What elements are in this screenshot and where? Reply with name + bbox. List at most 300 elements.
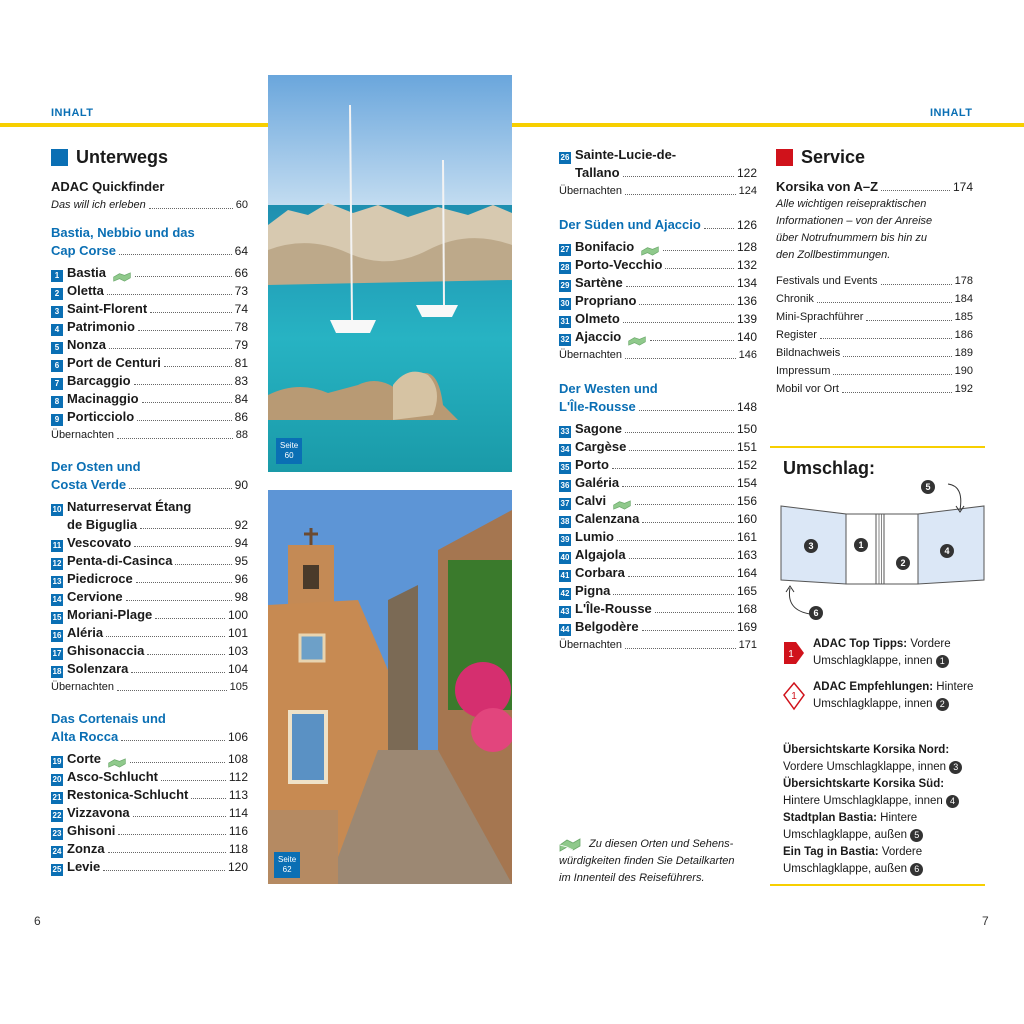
page-number: 164 xyxy=(736,566,757,580)
page-number: 139 xyxy=(736,312,757,326)
entry-label: Nonza xyxy=(67,337,106,352)
page-ref-number: 60 xyxy=(284,451,294,460)
leader-dots xyxy=(842,392,952,393)
toc-entry[interactable] xyxy=(51,822,248,840)
page-number: 118 xyxy=(228,842,248,856)
entry-label: Oletta xyxy=(67,283,104,298)
leader-dots xyxy=(617,540,734,541)
entry-number-badge: 24 xyxy=(52,847,62,856)
toc-service-column xyxy=(776,178,973,398)
entry-number-badge: 33 xyxy=(560,427,570,436)
page-number: 113 xyxy=(228,788,248,802)
leader-dots xyxy=(107,294,232,295)
page-ref-label: Seite xyxy=(280,441,299,450)
entry-label: Propriano xyxy=(575,293,637,308)
page-number: 154 xyxy=(736,476,757,490)
legend-empfehlungen xyxy=(782,679,987,713)
entry-label: Patrimonio xyxy=(67,319,135,334)
entry-label: Corbara xyxy=(575,565,625,580)
entry-label: Saint-Florent xyxy=(67,301,148,316)
page-number: 140 xyxy=(736,330,757,344)
toc-entry-sainte-lucie[interactable] xyxy=(559,146,757,182)
photo-sailboats xyxy=(268,75,512,472)
map-title-rest: Vordere xyxy=(878,846,923,858)
detail-map-icon xyxy=(112,272,132,282)
marker-badge: 2 xyxy=(936,698,949,711)
toc-entry[interactable] xyxy=(51,336,248,354)
entry-label: Port de Centuri xyxy=(67,355,161,370)
entry-label: Sainte-Lucie-de- xyxy=(575,147,677,162)
legend-text: Hintere xyxy=(933,681,974,693)
entry-number-badge: 25 xyxy=(52,865,62,874)
leader-dots xyxy=(149,208,233,209)
group-heading-line: Der Osten und xyxy=(51,459,141,474)
toc-entry[interactable] xyxy=(559,274,757,292)
umschlag-top-rule xyxy=(770,446,985,448)
entry-number-badge: 36 xyxy=(560,481,570,490)
toc-entry[interactable] xyxy=(559,310,757,328)
entry-number-badge: 41 xyxy=(560,571,570,580)
overview-maps-list xyxy=(783,742,988,878)
page-number: 168 xyxy=(736,602,757,616)
page-ref-badge-bottom xyxy=(274,852,300,878)
toc-entry[interactable] xyxy=(51,768,248,786)
leader-dots xyxy=(164,366,232,367)
entry-label: Belgodère xyxy=(575,619,639,634)
toc-entry[interactable] xyxy=(559,328,757,346)
entry-label: Porto-Vecchio xyxy=(575,257,663,272)
page-number: 114 xyxy=(228,806,248,820)
entry-label: Restonica-Schlucht xyxy=(67,787,189,802)
page-number: 83 xyxy=(234,374,248,388)
page-number: 106 xyxy=(227,730,248,744)
toc-entry[interactable] xyxy=(51,786,248,804)
entry-number-badge: 40 xyxy=(560,553,570,562)
entry-label: Porto xyxy=(575,457,609,472)
svg-text:1: 1 xyxy=(788,649,794,660)
entry-number-badge: 27 xyxy=(560,245,570,254)
page-number: 116 xyxy=(228,824,248,838)
entry-label: L'Île-Rousse xyxy=(575,601,652,616)
toc-list-westen xyxy=(559,420,757,636)
quickfinder-sub: Das will ich erleben xyxy=(51,199,146,211)
toc-entry-service[interactable] xyxy=(776,380,973,398)
entry-label: Vizzavona xyxy=(67,805,130,820)
umschlag-bottom-rule xyxy=(770,884,985,886)
entry-number-badge: 10 xyxy=(52,505,62,514)
group-heading-line: Der Westen und xyxy=(559,381,658,396)
group-heading-bastia[interactable] xyxy=(51,224,248,260)
toc-left-column xyxy=(51,178,248,876)
page-number: 79 xyxy=(234,338,248,352)
red-arrow-marker-icon xyxy=(782,638,806,668)
entry-label: Bastia xyxy=(67,265,107,280)
toc-list-osten xyxy=(51,534,248,678)
entry-label: Lumio xyxy=(575,529,614,544)
entry-number-badge: 7 xyxy=(51,378,63,390)
toc-entry[interactable] xyxy=(51,534,248,552)
leader-dots xyxy=(109,348,232,349)
toc-entry[interactable] xyxy=(559,474,757,492)
leader-dots xyxy=(134,546,231,547)
entry-label: Macinaggio xyxy=(67,391,139,406)
page-number: 73 xyxy=(234,284,248,298)
leader-dots xyxy=(134,384,232,385)
toc-entry[interactable] xyxy=(51,354,248,372)
entry-number-badge: 37 xyxy=(560,499,570,508)
map-location: Umschlagklappe, außen xyxy=(783,863,908,875)
legend-bold: ADAC Top Tipps: xyxy=(813,638,908,650)
entry-label: Penta-di-Casinca xyxy=(67,553,173,568)
entry-number-badge: 2 xyxy=(51,288,63,300)
diagram-marker-4: 4 xyxy=(940,544,954,558)
entry-number-badge: 44 xyxy=(560,625,570,634)
toc-entry[interactable] xyxy=(559,546,757,564)
svg-text:1: 1 xyxy=(791,691,797,702)
marker-badge: 1 xyxy=(936,655,949,668)
page-number: 64 xyxy=(234,244,248,258)
entry-number-badge: 9 xyxy=(51,414,63,426)
group-heading-osten[interactable] xyxy=(51,458,248,494)
red-square-icon xyxy=(776,149,793,166)
entry-label: Übernachten xyxy=(559,185,622,197)
entry-number-badge: 43 xyxy=(560,607,570,616)
entry-label: Sartène xyxy=(575,275,623,290)
toc-entry-service[interactable] xyxy=(776,272,973,290)
page-number: 122 xyxy=(736,166,757,180)
entry-label: Galéria xyxy=(575,475,620,490)
leader-dots xyxy=(655,612,734,613)
entry-number-badge: 19 xyxy=(52,757,62,766)
leader-dots xyxy=(665,268,734,269)
legend-bold: ADAC Empfehlungen: xyxy=(813,681,934,693)
toc-entry[interactable] xyxy=(51,858,248,876)
toc-entry[interactable] xyxy=(559,510,757,528)
entry-label: Piedicroce xyxy=(67,571,133,586)
toc-entry-az[interactable] xyxy=(776,178,973,196)
leader-dots xyxy=(150,312,231,313)
toc-entry-uebernachten[interactable] xyxy=(559,346,757,364)
az-description-line: den Zollbestimmungen. xyxy=(776,249,891,261)
quickfinder-title[interactable] xyxy=(51,178,248,196)
leader-dots xyxy=(175,564,231,565)
overview-map-entry[interactable] xyxy=(783,844,988,878)
page-number: 156 xyxy=(736,494,757,508)
toc-entry[interactable] xyxy=(51,570,248,588)
toc-entry[interactable] xyxy=(51,624,248,642)
toc-entry[interactable] xyxy=(51,660,248,678)
leader-dots xyxy=(136,582,232,583)
entry-label: Cargèse xyxy=(575,439,627,454)
page-number: 148 xyxy=(736,400,757,414)
entry-label: Pigna xyxy=(575,583,611,598)
footnote-line: im Innenteil des Reiseführers. xyxy=(559,872,705,884)
toc-entry-service[interactable] xyxy=(776,308,973,326)
toc-entry[interactable] xyxy=(51,390,248,408)
az-description-line: Alle wichtigen reisepraktischen xyxy=(776,198,927,210)
entry-number-badge: 8 xyxy=(51,396,63,408)
page-number: 90 xyxy=(234,478,248,492)
leader-dots xyxy=(833,374,951,375)
entry-number-badge: 38 xyxy=(560,517,570,526)
entry-number-badge: 35 xyxy=(560,463,570,472)
page-number: 98 xyxy=(234,590,248,604)
toc-entry[interactable] xyxy=(51,750,248,768)
diagram-marker-6: 6 xyxy=(809,606,823,620)
entry-label: Tallano xyxy=(575,165,620,180)
leader-dots xyxy=(817,302,952,303)
overview-map-entry[interactable] xyxy=(783,776,988,810)
page-number: 84 xyxy=(234,392,248,406)
toc-entry[interactable] xyxy=(51,282,248,300)
leader-dots xyxy=(650,340,734,341)
group-heading-sueden[interactable] xyxy=(559,216,757,234)
toc-entry[interactable] xyxy=(51,408,248,426)
entry-label: Übernachten xyxy=(559,349,622,361)
chapel-street-illustration xyxy=(268,490,512,884)
entry-number-badge: 1 xyxy=(51,270,63,282)
page-number: 92 xyxy=(234,518,248,532)
leader-dots xyxy=(108,852,226,853)
entry-number-badge: 39 xyxy=(560,535,570,544)
leader-dots xyxy=(639,304,734,305)
entry-number-badge: 13 xyxy=(52,577,62,586)
map-title: Stadtplan Bastia: xyxy=(783,812,877,824)
page-number: 186 xyxy=(954,329,973,341)
toc-entry[interactable] xyxy=(51,552,248,570)
entry-number-badge: 31 xyxy=(560,317,570,326)
toc-entry[interactable] xyxy=(51,372,248,390)
diagram-marker-2: 2 xyxy=(896,556,910,570)
entry-label: Ghisoni xyxy=(67,823,116,838)
toc-entry[interactable] xyxy=(51,318,248,336)
toc-entry[interactable] xyxy=(51,804,248,822)
photo-village-chapel xyxy=(268,490,512,884)
map-location: Hintere Umschlagklappe, innen xyxy=(783,795,943,807)
map-footnote xyxy=(559,836,759,887)
footnote-line: Zu diesen Orten und Sehens- xyxy=(589,838,734,850)
entry-number-badge: 17 xyxy=(52,649,62,658)
toc-entry[interactable] xyxy=(51,588,248,606)
toc-entry[interactable] xyxy=(559,582,757,600)
entry-number-badge: 22 xyxy=(52,811,62,820)
page-number: 160 xyxy=(736,512,757,526)
page-number-right: 7 xyxy=(982,914,989,928)
page-number: 105 xyxy=(229,681,248,693)
entry-label: Cervione xyxy=(67,589,123,604)
group-heading-line: Alta Rocca xyxy=(51,729,119,744)
page-number: 169 xyxy=(736,620,757,634)
toc-entry[interactable] xyxy=(559,492,757,510)
entry-label: Porticciolo xyxy=(67,409,135,424)
legend-text: Umschlagklappe, innen xyxy=(813,698,933,710)
toc-entry[interactable] xyxy=(559,238,757,256)
leader-dots xyxy=(843,356,951,357)
entry-label: Barcaggio xyxy=(67,373,131,388)
toc-entry[interactable] xyxy=(51,300,248,318)
page-number: 134 xyxy=(736,276,757,290)
page-number: 192 xyxy=(954,383,973,395)
page-number: 150 xyxy=(736,422,757,436)
entry-label: Übernachten xyxy=(51,429,114,441)
toc-entry-biguglia[interactable] xyxy=(51,498,248,534)
page-number: 136 xyxy=(736,294,757,308)
page-number: 96 xyxy=(234,572,248,586)
leader-dots xyxy=(133,816,226,817)
leader-dots xyxy=(613,594,734,595)
sailboat-bay-illustration xyxy=(268,75,512,472)
page-number: 86 xyxy=(234,410,248,424)
toc-entry[interactable] xyxy=(559,600,757,618)
map-title: Ein Tag in Bastia: xyxy=(783,846,879,858)
entry-label: Zonza xyxy=(67,841,105,856)
red-diamond-marker-icon xyxy=(782,681,806,711)
entry-number-badge: 20 xyxy=(52,775,62,784)
toc-entry[interactable] xyxy=(559,528,757,546)
leader-dots xyxy=(663,250,734,251)
quickfinder-entry[interactable] xyxy=(51,196,248,214)
toc-entry-uebernachten[interactable] xyxy=(51,678,248,696)
page-number-left: 6 xyxy=(34,914,41,928)
legend-top-tipps xyxy=(782,636,987,670)
entry-number-badge: 16 xyxy=(52,631,62,640)
leader-dots xyxy=(138,330,232,331)
group-heading-line: Cap Corse xyxy=(51,243,117,258)
leader-dots xyxy=(612,468,734,469)
page-number: 94 xyxy=(234,536,248,550)
leader-dots xyxy=(642,522,734,523)
entry-label: Übernachten xyxy=(559,639,622,651)
group-heading-cortenais[interactable] xyxy=(51,710,248,746)
overview-map-entry[interactable] xyxy=(783,742,988,776)
leader-dots xyxy=(118,834,225,835)
page-number: 163 xyxy=(736,548,757,562)
page-number: 178 xyxy=(954,275,973,287)
marker-badge: 5 xyxy=(910,829,923,842)
page-number: 171 xyxy=(738,639,757,651)
toc-entry[interactable] xyxy=(559,438,757,456)
toc-list-service xyxy=(776,272,973,398)
leader-dots xyxy=(142,402,232,403)
toc-middle-column xyxy=(559,146,757,654)
page-number: 66 xyxy=(234,266,248,280)
page-number: 104 xyxy=(227,662,248,676)
entry-number-badge: 15 xyxy=(52,613,62,622)
az-description-line: Informationen – von der Anreise xyxy=(776,215,933,227)
group-heading-westen[interactable] xyxy=(559,380,757,416)
entry-number-badge: 23 xyxy=(52,829,62,838)
toc-entry-uebernachten[interactable] xyxy=(559,636,757,654)
toc-entry-service[interactable] xyxy=(776,362,973,380)
entry-number-badge: 6 xyxy=(51,360,63,372)
entry-label: Mobil vor Ort xyxy=(776,383,839,395)
toc-entry[interactable] xyxy=(559,420,757,438)
leader-dots xyxy=(161,780,226,781)
toc-entry-service[interactable] xyxy=(776,290,973,308)
page-number: 74 xyxy=(234,302,248,316)
marker-badge: 4 xyxy=(946,795,959,808)
entry-number-badge: 32 xyxy=(560,335,570,344)
entry-label: Aléria xyxy=(67,625,104,640)
toc-entry-service[interactable] xyxy=(776,326,973,344)
page-number: 152 xyxy=(736,458,757,472)
map-title: Übersichtskarte Korsika Nord: xyxy=(783,744,950,756)
group-heading-line: Das Cortenais und xyxy=(51,711,166,726)
az-description-line: über Notrufnummern bis hin zu xyxy=(776,232,928,244)
entry-label: Algajola xyxy=(575,547,626,562)
page-number: 100 xyxy=(227,608,248,622)
entry-number-badge: 42 xyxy=(560,589,570,598)
entry-number-badge: 12 xyxy=(52,559,62,568)
header-label-left: INHALT xyxy=(51,107,94,119)
toc-entry[interactable] xyxy=(559,292,757,310)
leader-dots xyxy=(642,630,734,631)
page-number: 185 xyxy=(954,311,973,323)
entry-label: Calvi xyxy=(575,493,607,508)
toc-entry-uebernachten[interactable] xyxy=(559,182,757,200)
toc-entry-service[interactable] xyxy=(776,344,973,362)
entry-number-badge: 11 xyxy=(52,541,62,550)
page-number: 189 xyxy=(954,347,973,359)
page-number: 184 xyxy=(954,293,973,305)
toc-entry[interactable] xyxy=(51,642,248,660)
leader-dots xyxy=(635,504,734,505)
toc-entry[interactable] xyxy=(51,606,248,624)
page-number: 174 xyxy=(952,180,973,194)
entry-number-badge: 21 xyxy=(52,793,62,802)
toc-entry-uebernachten[interactable] xyxy=(51,426,248,444)
page-number: 128 xyxy=(736,240,757,254)
page-number: 112 xyxy=(228,770,248,784)
page-number: 78 xyxy=(234,320,248,334)
group-heading-line: Der Süden und Ajaccio xyxy=(559,217,701,232)
entry-label: Sagone xyxy=(575,421,622,436)
toc-entry[interactable] xyxy=(51,264,248,282)
toc-entry[interactable] xyxy=(559,456,757,474)
page-number: 126 xyxy=(736,218,757,232)
toc-entry[interactable] xyxy=(559,618,757,636)
entry-number-badge: 5 xyxy=(51,342,63,354)
entry-number-badge: 3 xyxy=(51,306,63,318)
diagram-marker-5: 5 xyxy=(921,480,935,494)
entry-label: Mini-Sprachführer xyxy=(776,311,864,323)
section-title-unterwegs xyxy=(51,147,168,168)
group-heading-line: L'Île-Rousse xyxy=(559,399,636,414)
entry-label: de Biguglia xyxy=(67,517,138,532)
entry-number-badge: 4 xyxy=(51,324,63,336)
page-number: 190 xyxy=(954,365,973,377)
entry-label: Corte xyxy=(67,751,101,766)
leader-dots xyxy=(130,762,225,763)
toc-list-cortenais xyxy=(51,750,248,876)
overview-map-entry[interactable] xyxy=(783,810,988,844)
detail-map-icon xyxy=(559,838,581,852)
entry-label: Moriani-Plage xyxy=(67,607,153,622)
toc-entry[interactable] xyxy=(559,256,757,274)
toc-entry[interactable] xyxy=(559,564,757,582)
entry-label: Olmeto xyxy=(575,311,620,326)
leader-dots xyxy=(103,870,225,871)
entry-label: Register xyxy=(776,329,817,341)
entry-number-badge: 30 xyxy=(560,299,570,308)
entry-label: Levie xyxy=(67,859,101,874)
toc-entry[interactable] xyxy=(51,840,248,858)
entry-label: Solenzara xyxy=(67,661,129,676)
entry-label: Bonifacio xyxy=(575,239,635,254)
entry-number-badge: 29 xyxy=(560,281,570,290)
entry-number-badge: 28 xyxy=(560,263,570,272)
blue-square-icon xyxy=(51,149,68,166)
